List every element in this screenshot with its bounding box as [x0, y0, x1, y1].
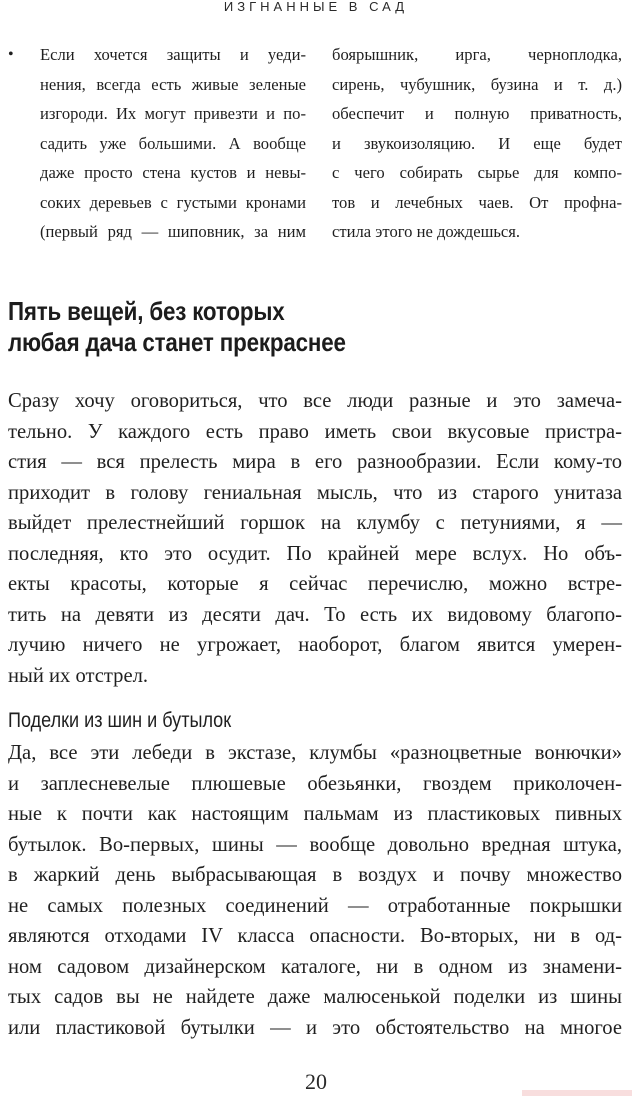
paragraph-line: стия — вся прелесть мира в его разнообразии. Если кому-то — [8, 451, 622, 473]
left-line: нения, всегда есть живые зеленые — [40, 74, 306, 94]
right-line: тов и лечебных чаев. От профна- — [332, 192, 622, 212]
paragraph-line: Да, все эти лебеди в экстазе, клумбы «разноцветные вонючки» — [8, 742, 622, 764]
paragraph-line: последняя, кто это осудит. По крайней мере вслух. Но объ- — [8, 542, 622, 565]
paragraph-line: и заплесневелые плюшевые обезьянки, гвоздем приколочен- — [8, 772, 622, 795]
heading-line: любая дача станет прекраснее — [8, 327, 346, 357]
right-line: стила этого не дождешься. — [332, 222, 521, 241]
right-column — [332, 40, 622, 250]
right-line: с чего собирать сырье для компо- — [332, 163, 622, 182]
paragraph-line: ный их отстрел. — [8, 664, 149, 687]
right-line: боярышник, ирга, черноплодка, — [332, 45, 622, 64]
bullet-icon: • — [8, 46, 14, 63]
paragraph-line: бутылок. Во-первых, шины — вообще довольно вредная штука, — [8, 833, 622, 856]
left-line: (первый ряд — шиповник, за ним — [40, 222, 306, 241]
paragraph-line: выйдет прелестнейший горшок на клумбу с петуниями, я — — [8, 512, 622, 534]
paragraph-line: тить на девяти из десяти дач. То есть их видовому благопо- — [8, 603, 622, 626]
paragraph-line: приходит в голову гениальная мысль, что из старого унитаза — [8, 481, 622, 504]
section-heading — [8, 296, 536, 358]
two-column-section — [8, 40, 622, 250]
intro-paragraph — [8, 386, 622, 691]
paragraph-line: не самых полезных соединений — отработанные покрышки — [8, 894, 622, 917]
body-paragraph — [8, 738, 622, 1043]
left-line: даже просто стена кустов и невы- — [40, 163, 306, 182]
left-line: Если хочется защиты и уеди- — [40, 45, 306, 64]
paragraph-line: являются отходами IV класса опасности. Во-вторых, ни в од- — [8, 925, 622, 947]
corner-mark — [522, 1090, 632, 1096]
left-line: садить уже большими. А вообще — [40, 133, 306, 153]
left-line: изгороди. Их могут привезти и по- — [40, 104, 306, 123]
paragraph-line: тых садов вы не найдете даже малюсенькой поделки из шины — [8, 986, 622, 1008]
paragraph-line: в жаркий день выбрасывающая в воздух и почву множество — [8, 864, 622, 886]
paragraph-line: ные к почти как настоящим пальмам из пластиковых пивных — [8, 803, 622, 825]
left-line: соких деревьев с густыми кронами — [40, 192, 306, 212]
paragraph-line: лучию ничего не угрожает, наоборот, благом явится умерен- — [8, 634, 622, 656]
right-line: и звукоизоляцию. И еще будет — [332, 133, 622, 153]
paragraph-line: или пластиковой бутылки — и это обстоятельство на многое — [8, 1016, 622, 1039]
subsection-heading: Поделки из шин и бутылок — [8, 709, 232, 732]
paragraph-line: ном садовом дизайнерском каталоге, ни в одном из знамени- — [8, 955, 622, 978]
paragraph-line: екты красоты, которые я сейчас перечислю, можно встре- — [8, 573, 622, 595]
heading-line: Пять вещей, без которых — [8, 296, 285, 326]
paragraph-line: тельно. У каждого есть право иметь свои вкусовые пристра- — [8, 420, 622, 443]
right-line: обеспечит и полную приватность, — [332, 104, 622, 123]
left-column — [8, 40, 306, 250]
page-number: 20 — [305, 1069, 327, 1094]
right-line: сирень, чубушник, бузина и т. д.) — [332, 74, 622, 94]
paragraph-line: Сразу хочу оговориться, что все люди разные и это замеча- — [8, 390, 622, 412]
running-head: ИЗГНАННЫЕ В САД — [223, 0, 409, 14]
